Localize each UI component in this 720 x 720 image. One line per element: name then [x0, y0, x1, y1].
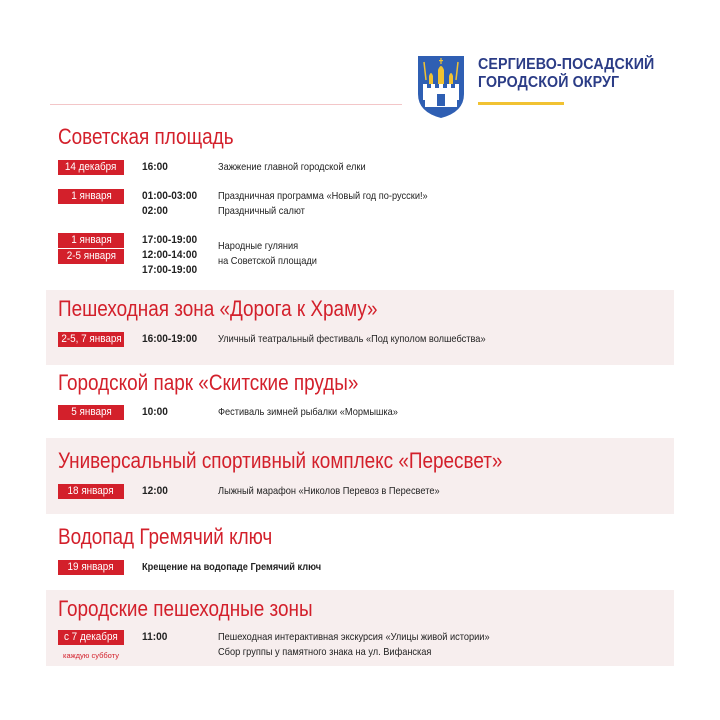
- date-badge: 2-5 января: [58, 249, 124, 264]
- section-road-to-temple: [46, 290, 674, 365]
- section-title: Советская площадь: [58, 124, 234, 149]
- date-badge: 1 января: [58, 189, 124, 204]
- section-peresvet: [46, 438, 674, 514]
- section-title: Универсальный спортивный комплекс «Пересвет»: [58, 448, 503, 473]
- event-time: 10:00: [142, 406, 168, 418]
- event-description: Народные гуляния: [218, 240, 299, 252]
- event-description: Фестиваль зимней рыбалки «Мормышка»: [218, 406, 398, 418]
- event-time: 16:00: [142, 161, 168, 173]
- event-description: Сбор группы у памятного знака на ул. Вифанская: [218, 646, 432, 658]
- section-title: Городской парк «Скитские пруды»: [58, 370, 359, 395]
- event-description: Лыжный марафон «Николов Перевоз в Пересвете»: [218, 485, 440, 497]
- event-time: 17:00-19:00: [142, 234, 198, 246]
- section-title: Городские пешеходные зоны: [58, 596, 313, 621]
- event-description: Крещение на водопаде Гремячий ключ: [142, 561, 322, 573]
- org-name-line-1: СЕРГИЕВО-ПОСАДСКИЙ: [478, 56, 655, 73]
- event-time: 12:00-14:00: [142, 249, 198, 261]
- date-badge: 5 января: [58, 405, 124, 420]
- coat-of-arms-icon: [416, 54, 466, 120]
- date-badge: 1 января: [58, 233, 124, 248]
- section-sovetskaya-square: [46, 118, 674, 284]
- section-title: Пешеходная зона «Дорога к Храму»: [58, 296, 378, 321]
- event-time: 01:00-03:00: [142, 190, 198, 202]
- event-time: 11:00: [142, 631, 168, 643]
- event-description: Праздничный салют: [218, 205, 305, 217]
- event-time: 02:00: [142, 205, 168, 217]
- date-badge: с 7 декабря: [58, 630, 124, 645]
- event-description: Уличный театральный фестиваль «Под куполом волшебства»: [218, 333, 486, 345]
- event-time: 17:00-19:00: [142, 264, 198, 276]
- section-pedestrian-zones: [46, 590, 674, 666]
- event-time: 16:00-19:00: [142, 333, 198, 345]
- section-skitskie-ponds: [46, 368, 674, 434]
- date-badge: 19 января: [58, 560, 124, 575]
- event-time: 12:00: [142, 485, 168, 497]
- org-name-line-2: ГОРОДСКОЙ ОКРУГ: [478, 74, 620, 91]
- header-divider: [50, 104, 402, 105]
- event-note: каждую субботу: [63, 651, 119, 660]
- org-name: [478, 56, 670, 92]
- event-description: Праздничная программа «Новый год по-русски!»: [218, 190, 428, 202]
- event-description: Пешеходная интерактивная экскурсия «Улицы живой истории»: [218, 631, 490, 643]
- org-underline: [478, 102, 564, 105]
- date-badge: 18 января: [58, 484, 124, 499]
- section-waterfall: [46, 520, 674, 582]
- date-badge: 2-5, 7 января: [58, 332, 124, 347]
- date-badge: 14 декабря: [58, 160, 124, 175]
- section-title: Водопад Гремячий ключ: [58, 524, 273, 549]
- event-description: на Советской площади: [218, 255, 317, 267]
- event-description: Зажжение главной городской елки: [218, 161, 366, 173]
